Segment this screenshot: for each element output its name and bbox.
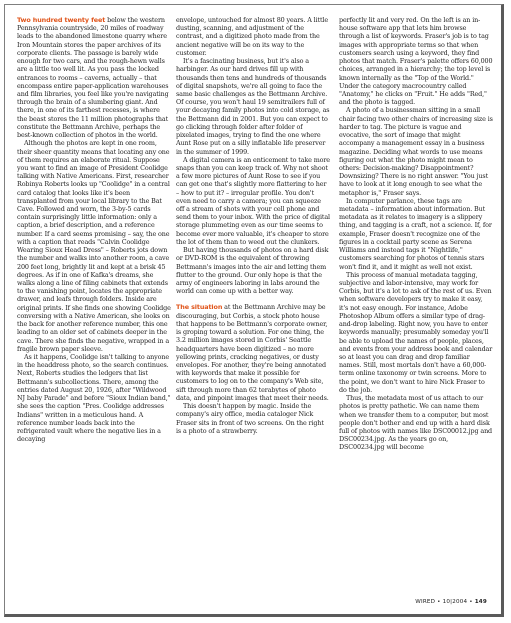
paragraph: Although the photos are kept in one room, their sheer quantity means that locating any one of them requires an elaborate ritual. Suppose you want to find an image of President Coolidge talking with Native Americans. First, researcher Robinya Roberts looks up "Coolidge" in a central card catalog that looks like it's been transplanted from your local library to the Bat Cave. Followed and worn, the 3-by-5 cards contain surprisingly little information: only a caption, a brief description, and a reference number. If a card seems promising – say, the one with a caption that reads "Calvin Coolidge Wearing Sioux Head Dress" – Roberts jots down the number and walks into another room, a cave 200 feet long, brightly lit and kept at a brisk 45 degrees. As if in one of Kafka's dreams, she walks along a line of filing cabinets that extends to the vanishing point, locates the appropriate drawer, and leafs through folders. Inside are original prints. If she finds one showing Coolidge conversing with a Native American, she looks on the back for another reference number, this one leading to an older set of cabinets deeper in the cave. There she finds the negative, wrapped in a fragile brown paper sleeve.: [17, 139, 171, 353]
page-number: 149: [474, 599, 487, 605]
paragraph: Two hundred twenty feet below the western Pennsylvania countryside, 20 miles of roadway leads to the abandoned limestone quarry where Iron Mountain stores the paper archives of its corporate clients. The passage is barely wide enough for two cars, and the rough-hewn walls are a little too well lit. As you pass the locked entrances to rooms – caverns, actually – that encompass entire paper-application warehouses and film libraries, you feel like you're navigating through the brain of a slumbering giant. And there, in one of its farthest recesses, is where the beast stores the 11 million photographs that constitute the Bettmann Archive, perhaps the best-known collection of photos in the world.: [17, 16, 169, 140]
paragraph: perfectly lit and very red. On the left is an in-house software app that lets him browse through a list of keywords. Fraser's job is to tag images with appropriate terms so that when customers search using a keyword, they find photos that match. Fraser's palette offers 60,000 choices, arranged in a hierarchy; the top level is known internally as the "Top of the World." Under the category macrocountry called "Anatomy," he clicks on "Fruit." He adds "Red," and the photo is tagged.: [339, 16, 493, 107]
paragraph: A digital camera is an enticement to take more snaps than you can keep track of. Why not shoot a few more pictures of Aunt Rose to see if you can get one that's slightly more flattering to her – how to put it? – irregular profile. You don't even need to carry a camera; you can squeeze off a stream of shots with your cell phone and send them to your inbox. With the price of digital storage plummeting even as our time seems to become ever more valuable, it's cheaper to store the lot of them than to weed out the clunkers.: [176, 155, 330, 246]
paragraph: In computer parlance, these tags are metadata – information about information. But metadata as it relates to imagery is a slippery thing, and tagging is a craft, not a science. If, for example, Fraser doesn't recognize one of the figures in a cocktail party scene as Serena Williams and instead tags it "Nightlife," customers searching for photos of tennis stars won't find it, and it might as well not exist.: [339, 196, 492, 271]
issue-date: • 10|2004 •: [435, 599, 475, 605]
paragraph: The situation at the Bettmann Archive may be discouraging, but Corbis, a stock photo house that happens to be Bettmann's corporate owner, is groping toward a solution. For one thing, the 3.2 million images stored in Corbis' Seattle headquarters have been digitized – no more yellowing prints, cracking negatives, or dusty envelopes. For another, they're being annotated with keywords that make it possible for customers to log on to the company's Web site, sift through more than 62 terabytes of photo data, and pinpoint images that meet their needs.: [176, 303, 329, 402]
paragraph: It's a fascinating business, but it's also a harbinger. As our hard drives fill up with thousands then tens and hundreds of thousands of digital snapshots, we're all going to face the same basic challenges as the Bettmann Archive. Of course, you won't haul 19 semitrailers full of your decaying family photos into cold storage, as the Bettmann did in 2001. But you can expect to go clicking through folder after folder of pixelated images, trying to find the one where Aunt Rose put on a silly inflatable life preserver in the summer of 1999.: [176, 57, 330, 156]
paragraph: envelope, untouched for almost 80 years. A little dusting, scanning, and adjustment of the contrast, and a digitized photo made from the ancient negative will be on its way to the customer.: [176, 16, 328, 57]
paragraph: This process of manual metadata tagging, subjective and labor-intensive, may work for Corbis, but it's a lot to ask of the rest of us. Even when software developers try to make it easy, it's not easy enough. For instance, Adobe Photoshop Album offers a similar type of drag-and-drop labeling. Right now, you have to enter keywords manually; presumably someday you'll be able to upload the names of people, places, and events from your address book and calendar so at least you can drag and drop familiar names. Still, most mortals don't have a 60,000-term online taxonomy or twin screens. More to the point, we don't want to hire Nick Fraser to do the job.: [339, 270, 493, 394]
paragraph: But having thousands of photos on a hard disk or DVD-ROM is the equivalent of throwing Bettmann's images into the air and letting them flutter to the ground. Our only hope is that the army of engineers laboring in labs around the world can come up with a better way.: [176, 246, 329, 296]
section-lead-in: Two hundred twenty feet: [17, 16, 106, 24]
article-column-3: [339, 16, 493, 452]
magazine-page: [4, 4, 504, 617]
article-column-2: [176, 16, 330, 435]
paragraph: Thus, the metadata most of us attach to our photos is pretty pathetic. We can name them when we transfer them to a computer, but most people don't bother and end up with a hard disk full of photos with names like DSC00012.jpg and DSC00234.jpg. As the years go on, DSC00234.jpg will become: [339, 394, 493, 452]
page-footer: [415, 599, 487, 605]
paragraph: This doesn't happen by magic. Inside the company's airy office, media cataloger Nick Fraser sits in front of two screens. On the right is a photo of a strawberry.: [176, 402, 324, 435]
section-lead-in: The situation: [176, 303, 223, 312]
publication-name: WIRED: [415, 599, 436, 605]
paragraph: As it happens, Coolidge isn't talking to anyone in the headdress photo, so the search continues. Next, Roberts studies the ledgers that list Bettmann's subcollections. There, among the entries dated August 20, 1926, after "Wildwood NJ baby Parade" and before "Sioux Indian band," she sees the caption "Pres. Coolidge addresses Indians" written in a meticulous hand. A reference number leads back into the refrigerated vault where the negative lies in a decaying: [17, 352, 171, 444]
paragraph: A photo of a businessman sitting in a small chair facing two other chairs of increasing size is harder to tag. The picture is vague and evocative, the sort of image that might accompany a management essay in a business magazine. Deciding what words to use means figuring out what the photo might mean to others: Decision-making? Disappointment? Downsizing? There is no right answer. "You just have to look at it long enough to see what the metaphor is," Fraser says.: [339, 106, 493, 197]
article-column-1: [17, 16, 171, 443]
